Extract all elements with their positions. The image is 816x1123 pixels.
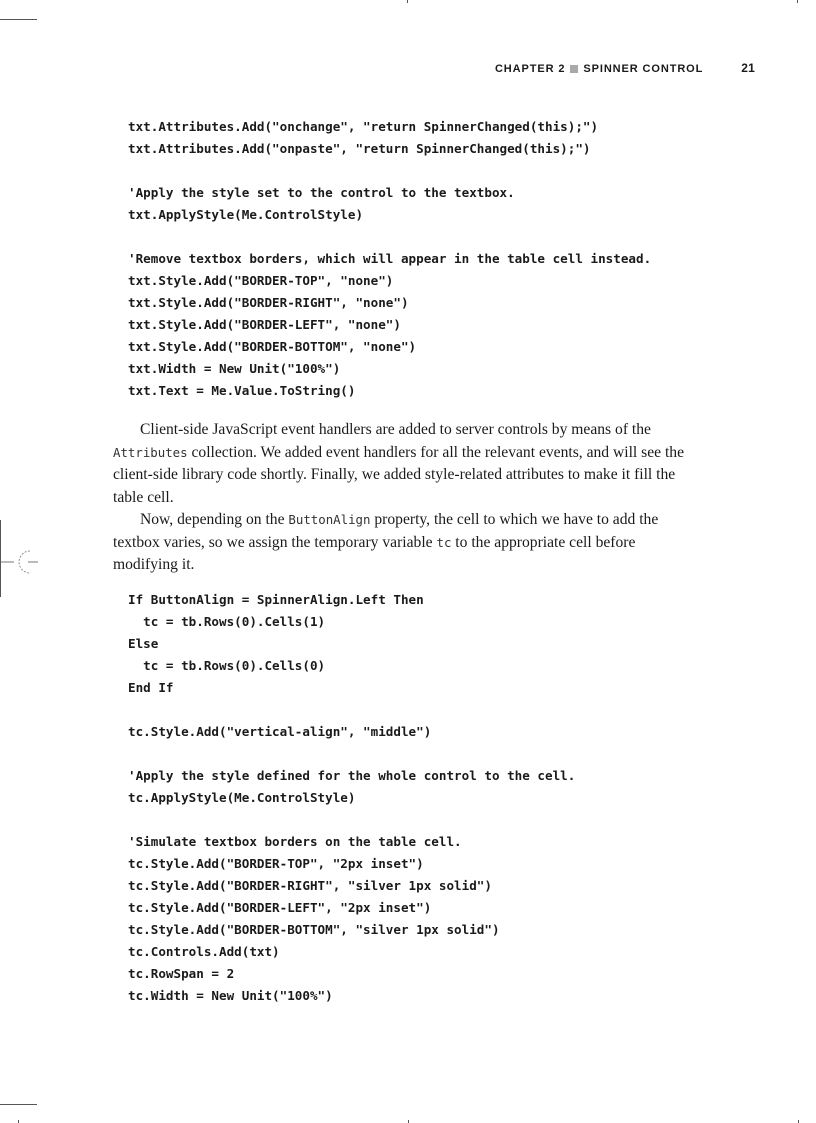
code-line	[128, 809, 575, 831]
code-line: tc.ApplyStyle(Me.ControlStyle)	[128, 790, 356, 805]
code-line: txt.Style.Add("BORDER-BOTTOM", "none")	[128, 339, 417, 354]
code-line: tc = tb.Rows(0).Cells(0)	[128, 658, 326, 673]
code-line: txt.Text = Me.Value.ToString()	[128, 383, 356, 398]
crop-mark-top-right	[797, 0, 798, 3]
code-line	[128, 226, 651, 248]
body-text	[113, 419, 703, 577]
inline-code-attributes: Attributes	[113, 444, 188, 460]
code-line: tc.Style.Add("BORDER-TOP", "2px inset")	[128, 856, 424, 871]
paragraph-1	[113, 419, 703, 509]
code-line: 'Remove textbox borders, which will appear in the table cell instead.	[128, 251, 652, 266]
code-line: Else	[128, 636, 159, 651]
running-header	[0, 61, 755, 77]
code-line: txt.ApplyStyle(Me.ControlStyle)	[128, 207, 364, 222]
paragraph-1-text-a: Client-side JavaScript event handlers are added to server controls by means of the	[140, 421, 651, 438]
paragraph-2-text-b: property, the cell to which we have to add the textbox varies, so we assign the temporary variable	[113, 511, 659, 551]
crop-mark-bottom-left	[0, 1104, 37, 1105]
code-line: tc.RowSpan = 2	[128, 966, 235, 981]
code-line: 'Apply the style set to the control to the textbox.	[128, 185, 515, 200]
paragraph-2-text-c: to the appropriate cell before modifying it.	[113, 533, 636, 573]
crop-mark-top-left	[0, 19, 37, 20]
code-line: tc.Style.Add("BORDER-BOTTOM", "silver 1px solid")	[128, 922, 500, 937]
code-line: tc.Style.Add("BORDER-RIGHT", "silver 1px solid")	[128, 878, 492, 893]
inline-code-buttonalign: ButtonAlign	[288, 512, 371, 527]
separator-square-icon	[570, 65, 578, 73]
code-line: tc.Style.Add("vertical-align", "middle")	[128, 724, 432, 739]
chapter-title: SPINNER CONTROL	[583, 63, 704, 75]
paragraph-2-text-a: Now, depending on the	[140, 511, 289, 528]
code-block-1	[128, 116, 651, 402]
code-line: txt.Style.Add("BORDER-LEFT", "none")	[128, 317, 401, 332]
code-line: txt.Style.Add("BORDER-TOP", "none")	[128, 273, 394, 288]
code-line: txt.Attributes.Add("onchange", "return SpinnerChanged(this);")	[128, 119, 599, 134]
code-line	[128, 699, 575, 721]
page-number: 21	[741, 61, 755, 75]
code-line: tc.Controls.Add(txt)	[128, 944, 280, 959]
code-line	[128, 160, 651, 182]
code-line: If ButtonAlign = SpinnerAlign.Left Then	[128, 592, 424, 607]
code-line: tc.Width = New Unit("100%")	[128, 988, 333, 1003]
code-line: txt.Width = New Unit("100%")	[128, 361, 341, 376]
paragraph-1-text-b: collection. We added event handlers for all the relevant events, and will see the client-side library code shortly. Finally, we added style-related attributes to make it fill the table cell.	[113, 443, 685, 506]
paragraph-2	[113, 509, 703, 577]
code-line: 'Apply the style defined for the whole control to the cell.	[128, 768, 576, 783]
inline-code-tc: tc	[436, 534, 452, 550]
chapter-label: CHAPTER 2	[494, 63, 566, 75]
code-line: tc.Style.Add("BORDER-LEFT", "2px inset")	[128, 900, 432, 915]
code-line: tc = tb.Rows(0).Cells(1)	[128, 614, 326, 629]
code-line: txt.Style.Add("BORDER-RIGHT", "none")	[128, 295, 409, 310]
crop-mark-top-center	[407, 0, 408, 3]
registration-mark-icon	[0, 540, 40, 580]
code-line: 'Simulate textbox borders on the table cell.	[128, 834, 462, 849]
code-line: txt.Attributes.Add("onpaste", "return SpinnerChanged(this);")	[128, 141, 591, 156]
code-line	[128, 743, 575, 765]
code-block-2	[128, 589, 575, 1007]
code-line: End If	[128, 680, 174, 695]
